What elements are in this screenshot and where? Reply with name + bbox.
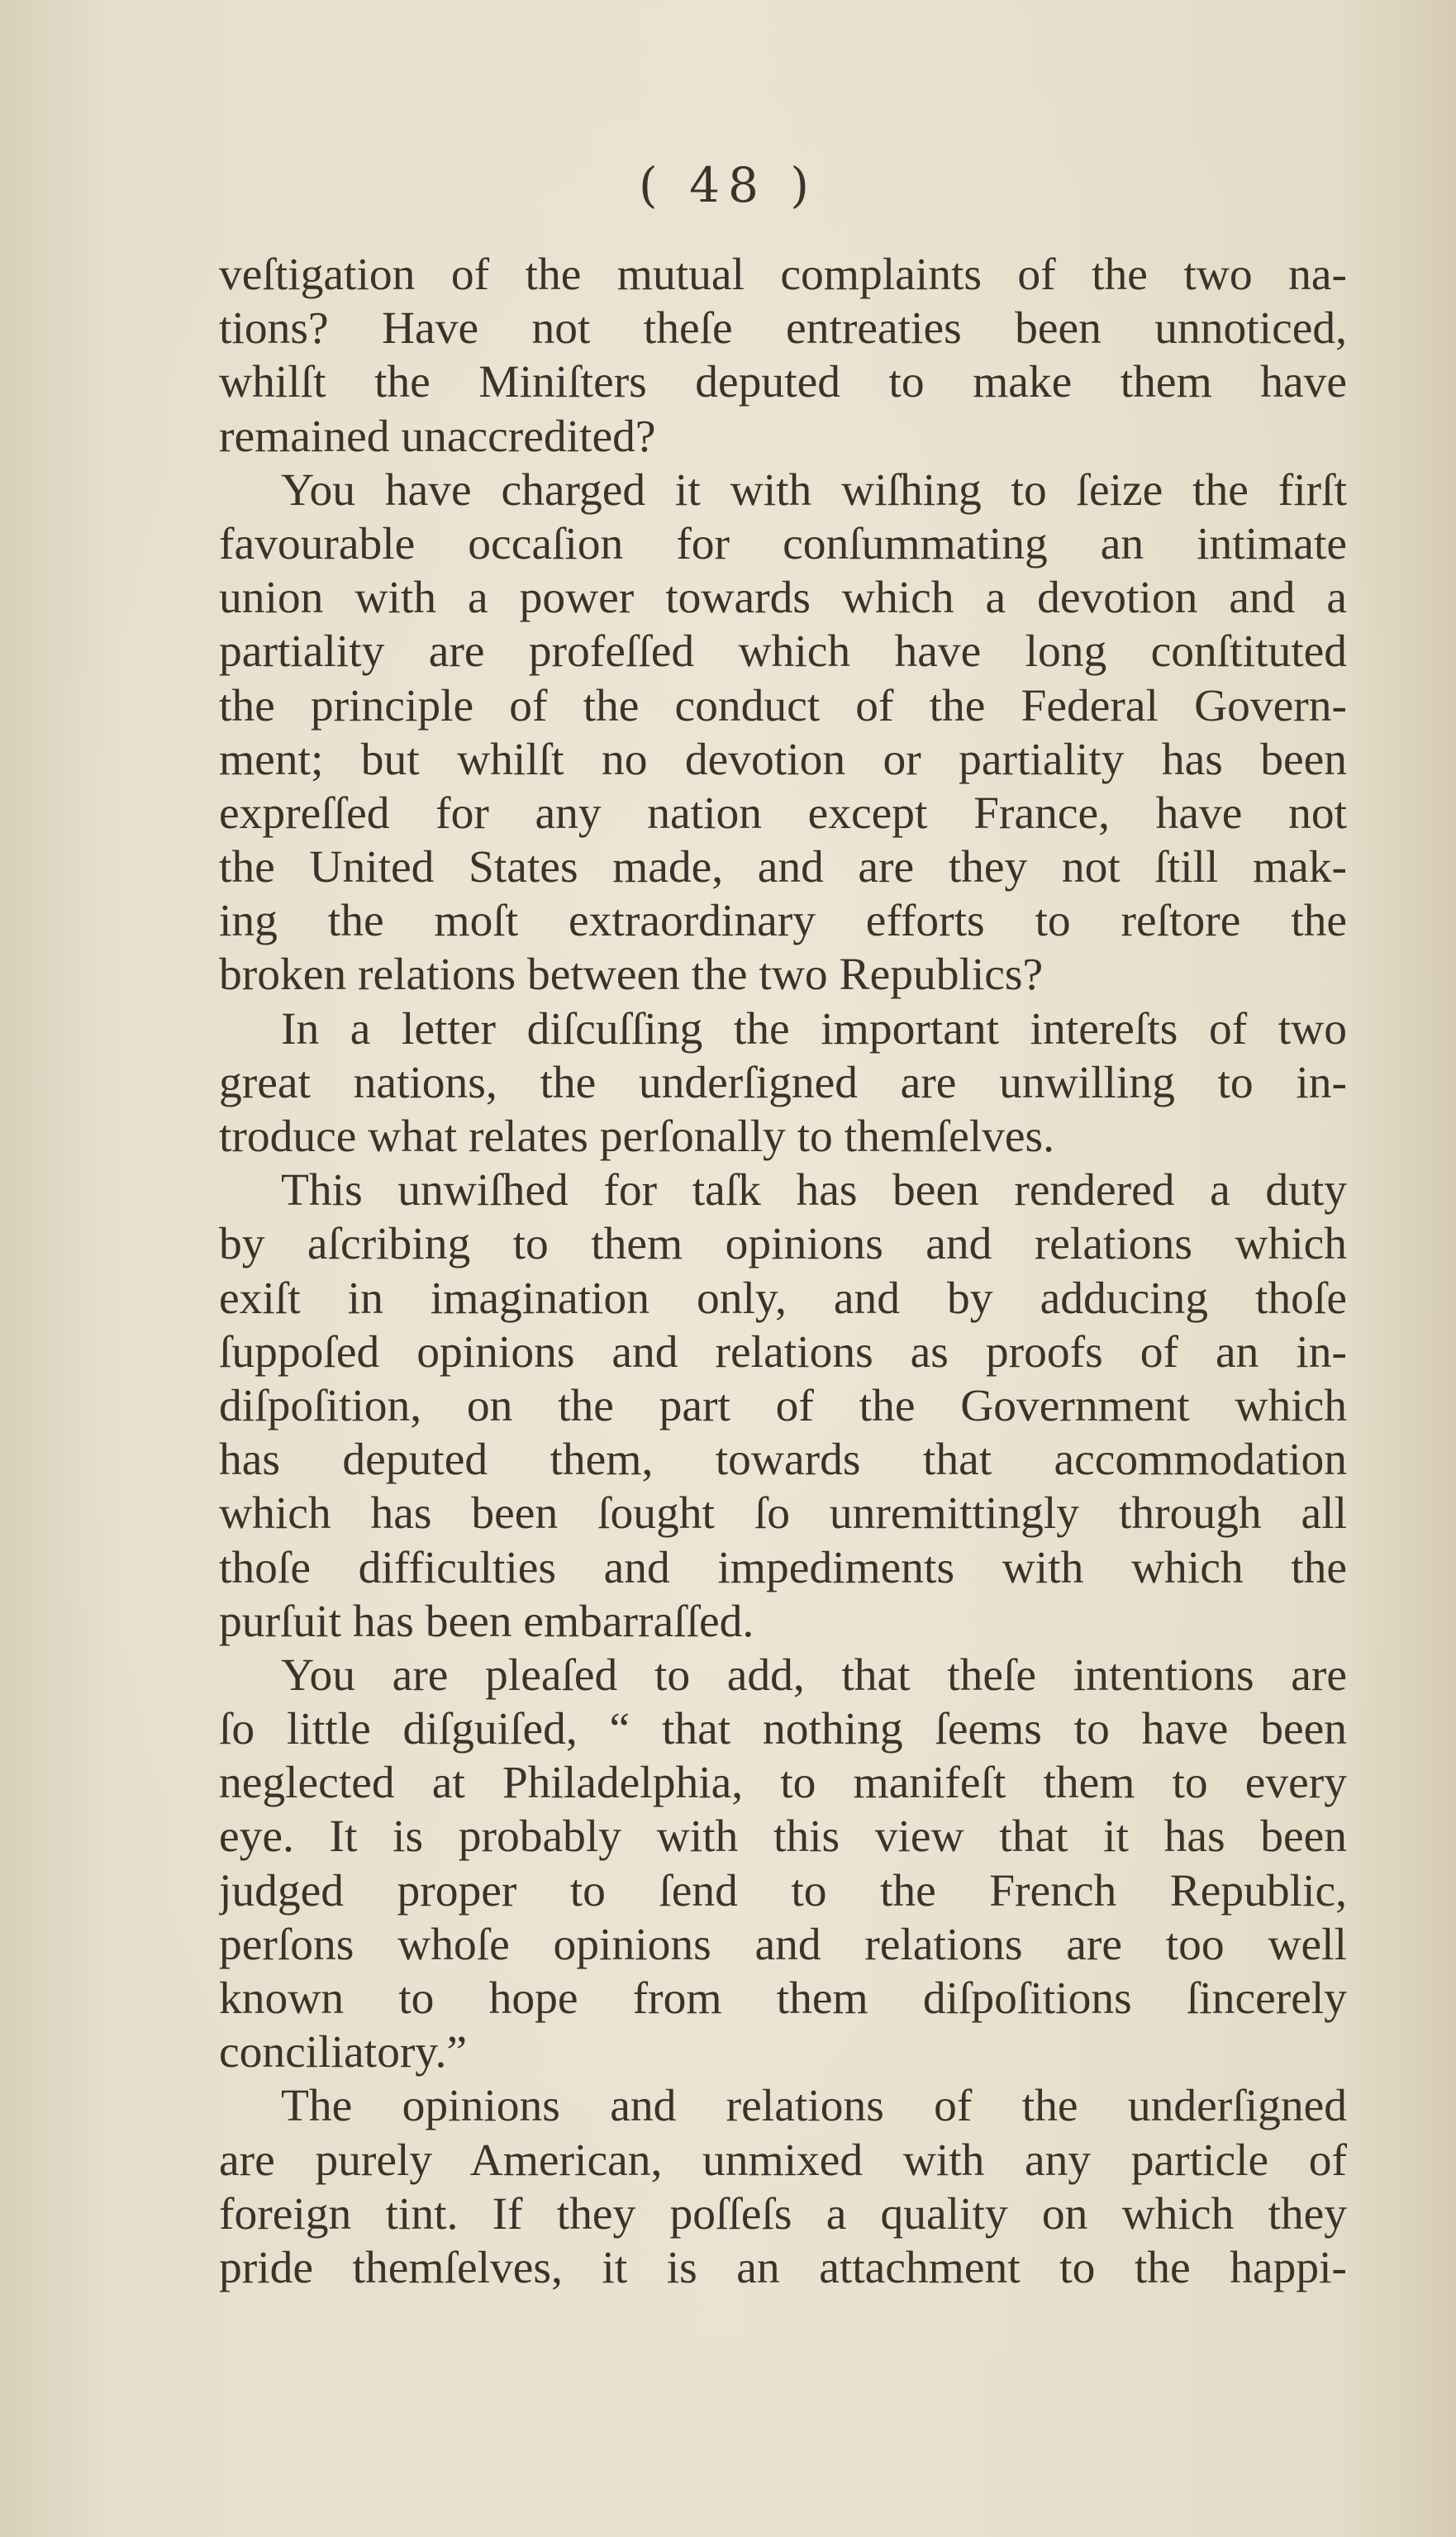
text-line: veſtigation of the mutual complaints of the two na- <box>219 250 1347 300</box>
text-line: remained unaccredited? <box>219 411 656 462</box>
text-line: conciliatory.” <box>219 2027 467 2078</box>
text-line: purſuit has been embarraſſed. <box>219 1596 754 1647</box>
text-line: the United States made, and are they not ſtill mak- <box>219 842 1347 893</box>
text-line: The opinions and relations of the underſigned <box>281 2081 1347 2132</box>
paragraph <box>219 1164 1347 1649</box>
paragraph <box>219 2079 1347 2295</box>
text-line: partiality are profeſſed which have long conſtituted <box>219 626 1347 678</box>
text-line: the principle of the conduct of the Federal Govern- <box>219 680 1347 731</box>
text-line: In a letter diſcuſſing the important intereſts of two <box>281 1003 1347 1054</box>
text-line: ſo little diſguiſed, “ that nothing ſeems to have been <box>219 1704 1347 1755</box>
text-line: whilſt the Miniſters deputed to make them have <box>219 357 1347 408</box>
text-line: This unwiſhed for taſk has been rendered a duty <box>281 1165 1347 1216</box>
text-line: by aſcribing to them opinions and relations which <box>219 1219 1347 1270</box>
text-line: perſons whoſe opinions and relations are too well <box>219 1919 1347 1970</box>
text-line: judged proper to ſend to the French Republic, <box>219 1865 1347 1916</box>
text-line: You have charged it with wiſhing to ſeize the firſt <box>281 464 1347 516</box>
paragraph <box>219 464 1347 1002</box>
text-line: eye. It is probably with this view that it has been <box>219 1811 1347 1863</box>
text-line: which has been ſought ſo unremittingly through all <box>219 1488 1347 1540</box>
text-line: expreſſed for any nation except France, have not <box>219 788 1347 839</box>
text-line: neglected at Philadelphia, to manifeſt them to every <box>219 1758 1347 1809</box>
text-line: troduce what relates perſonally to themſelves. <box>219 1111 1054 1162</box>
text-line: pride themſelves, it is an attachment to the happi- <box>219 2242 1347 2293</box>
body-text <box>219 248 1347 2295</box>
text-line: foreign tint. If they poſſeſs a quality on which they <box>219 2188 1347 2240</box>
text-line: favourable occaſion for conſummating an intimate <box>219 518 1347 569</box>
text-line: broken relations between the two Republics? <box>219 950 1044 1001</box>
text-line: has deputed them, towards that accommodation <box>219 1435 1347 1486</box>
text-line: exiſt in imagination only, and by adducing thoſe <box>219 1273 1347 1324</box>
paragraph <box>219 248 1347 464</box>
text-line: thoſe difficulties and impediments with which the <box>219 1542 1347 1593</box>
text-line: diſpoſition, on the part of the Government which <box>219 1380 1347 1431</box>
text-line: tions? Have not theſe entreaties been unnoticed, <box>219 303 1347 355</box>
text-line: known to hope from them diſpoſitions ſincerely <box>219 1973 1347 2024</box>
text-line: You are pleaſed to add, that theſe intentions are <box>281 1649 1347 1701</box>
text-line: ſuppoſed opinions and relations as proofs of an in- <box>219 1326 1347 1378</box>
text-line: ment; but whilſt no devotion or partiality has been <box>219 734 1347 785</box>
paragraph <box>219 1649 1347 2080</box>
paragraph <box>219 1002 1347 1164</box>
page-number: ( 48 ) <box>639 157 817 213</box>
text-line: are purely American, unmixed with any particle of <box>219 2135 1347 2186</box>
text-line: great nations, the underſigned are unwilling to in- <box>219 1057 1347 1108</box>
text-line: union with a power towards which a devotion and a <box>219 573 1347 624</box>
text-line: ing the moſt extraordinary efforts to reſtore the <box>219 896 1347 947</box>
